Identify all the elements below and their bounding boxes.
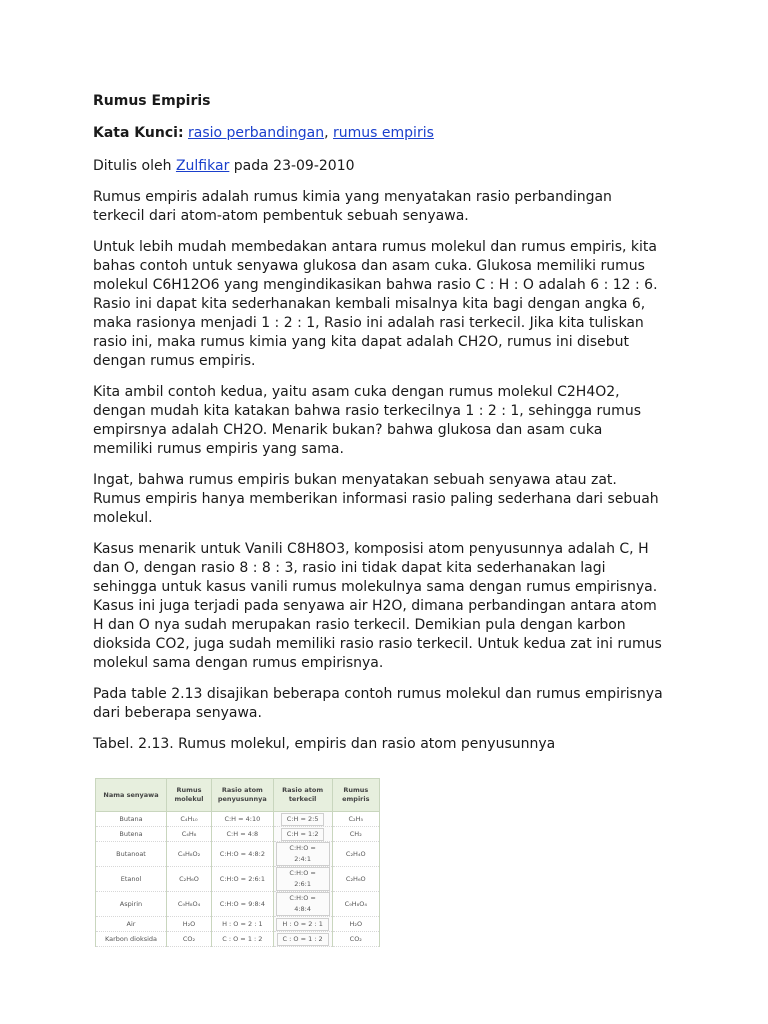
text-line: dioksida CO2, juga sudah memiliki rasio rasio terkecil. Untuk kedua zat ini rumus [93, 636, 662, 652]
column-header: Rumus empiris [332, 779, 379, 812]
text-line: sehingga untuk kasus vanili rumus molekulnya sama dengan rumus empirisnya. [93, 579, 658, 595]
text-line: bahas contoh untuk senyawa glukosa dan asam cuka. Glukosa memiliki rumus [93, 258, 645, 274]
text-line: dengan rumus empiris. [93, 353, 256, 369]
table-cell [273, 932, 332, 947]
table-cell [273, 812, 332, 827]
text-line: Kita ambil contoh kedua, yaitu asam cuka dengan rumus molekul C2H4O2, [93, 384, 620, 400]
table-row [96, 917, 380, 932]
text-line: dan O, dengan rasio 8 : 8 : 3, rasio ini tidak dapat kita sederhanakan lagi [93, 560, 606, 576]
table-cell: H : O = 2 : 1 [212, 917, 274, 932]
text-line: rasio ini, maka rumus kimia yang kita dapat adalah CH2O, rumus ini disebut [93, 334, 629, 350]
table-cell: H₂O [332, 917, 379, 932]
page-title: Rumus Empiris [93, 93, 211, 109]
table-row [96, 892, 380, 917]
text-line: molekul C6H12O6 yang mengindikasikan bahwa rasio C : H : O adalah 6 : 12 : 6. [93, 277, 658, 293]
text-line: terkecil dari atom-atom pembentuk sebuah senyawa. [93, 208, 469, 224]
table-cell: Butanoat [96, 842, 167, 867]
column-header: Nama senyawa [96, 779, 167, 812]
table-cell-value: C:H = 2:5 [281, 813, 325, 826]
text-line: Pada table 2.13 disajikan beberapa contoh rumus molekul dan rumus empirisnya [93, 686, 663, 702]
text-line: Untuk lebih mudah membedakan antara rumus molekul dan rumus empiris, kita [93, 239, 657, 255]
table-cell-value: H : O = 2 : 1 [276, 918, 329, 931]
table-cell: C:H:O = 9:8:4 [212, 892, 274, 917]
keyword-separator: , [324, 125, 329, 141]
paragraph-glukosa [93, 238, 683, 371]
table-cell [273, 827, 332, 842]
table-cell: H₂O [166, 917, 211, 932]
table-cell: C₂H₆O [332, 867, 379, 892]
column-header: Rumus molekul [166, 779, 211, 812]
table-cell: C₄H₁₀ [166, 812, 211, 827]
table-row [96, 867, 380, 892]
table-cell [273, 842, 332, 867]
text-line: dari beberapa senyawa. [93, 705, 262, 721]
formula-table-image [95, 778, 380, 943]
table-cell: C₂H₆O [166, 867, 211, 892]
table-cell [273, 867, 332, 892]
keywords-label: Kata Kunci: [93, 125, 184, 141]
text-line: molekul. [93, 510, 153, 526]
keyword-link-rumus-empiris[interactable]: rumus empiris [333, 125, 434, 141]
table-cell: Etanol [96, 867, 167, 892]
table-cell: C : O = 1 : 2 [212, 932, 274, 947]
text-line: empirsnya adalah CH2O. Menarik bukan? bahwa glukosa dan asam cuka [93, 422, 603, 438]
table-cell-value: C:H:O = 2:6:1 [276, 867, 330, 891]
column-header: Rasio atom penyusunnya [212, 779, 274, 812]
table-cell [273, 917, 332, 932]
table-cell: C:H = 4:10 [212, 812, 274, 827]
written-prefix: Ditulis oleh [93, 158, 172, 174]
table-cell-value: C:H:O = 4:8:4 [276, 892, 330, 916]
table-cell: Butana [96, 812, 167, 827]
table-cell: C:H:O = 4:8:2 [212, 842, 274, 867]
table-cell [273, 892, 332, 917]
table-cell: C₉H₈O₄ [332, 892, 379, 917]
paragraph-ingat [93, 471, 683, 528]
table-cell: C₄H₈ [166, 827, 211, 842]
table-cell: CO₂ [166, 932, 211, 947]
table-row [96, 827, 380, 842]
table-cell-value: C:H = 1:2 [281, 828, 325, 841]
table-cell-value: C:H:O = 2:4:1 [276, 842, 330, 866]
keywords-line [93, 124, 683, 143]
paragraph-definition [93, 188, 683, 226]
text-line: maka rasionya menjadi 1 : 2 : 1, Rasio ini adalah rasi terkecil. Jika kita tuliskan [93, 315, 644, 331]
paragraph-asam-cuka [93, 383, 683, 459]
text-line: Kasus menarik untuk Vanili C8H8O3, komposisi atom penyusunnya adalah C, H [93, 541, 649, 557]
author-link[interactable]: Zulfikar [175, 158, 230, 174]
table-cell: Karbon dioksida [96, 932, 167, 947]
text-line: Rumus empiris hanya memberikan informasi rasio paling sederhana dari sebuah [93, 491, 659, 507]
table-cell: C₂H₅ [332, 812, 379, 827]
table-cell: Aspirin [96, 892, 167, 917]
text-line: Rumus empiris adalah rumus kimia yang menyatakan rasio perbandingan [93, 189, 612, 205]
text-line: H dan O nya sudah merupakan rasio terkecil. Demikian pula dengan karbon [93, 617, 626, 633]
table-cell: C:H = 4:8 [212, 827, 274, 842]
table-cell: CH₂ [332, 827, 379, 842]
table-cell-value: C : O = 1 : 2 [277, 933, 329, 946]
table-cell: C₄H₈O₂ [166, 842, 211, 867]
table-header-row [96, 779, 380, 812]
table-cell: C₂H₄O [332, 842, 379, 867]
table-cell: CO₂ [332, 932, 379, 947]
author-line [93, 157, 683, 176]
post-date: pada 23-09-2010 [233, 158, 355, 174]
document-body [93, 92, 683, 766]
text-line: Rasio ini dapat kita sederhanakan kembali misalnya kita bagi dengan angka 6, [93, 296, 646, 312]
text-line: molekul sama dengan rumus empirisnya. [93, 655, 384, 671]
table-row [96, 812, 380, 827]
table-row [96, 932, 380, 947]
keyword-link-rasio-perbandingan[interactable]: rasio perbandingan [188, 125, 325, 141]
paragraph-table-intro [93, 685, 683, 723]
table-cell: Air [96, 917, 167, 932]
text-line: dengan mudah kita katakan bahwa rasio terkecilnya 1 : 2 : 1, sehingga rumus [93, 403, 641, 419]
formula-table [95, 778, 380, 947]
table-cell: C₉H₈O₄ [166, 892, 211, 917]
table-cell: Butena [96, 827, 167, 842]
table-cell: C:H:O = 2:6:1 [212, 867, 274, 892]
table-caption [93, 735, 683, 754]
text-line: Tabel. 2.13. Rumus molekul, empiris dan rasio atom penyusunnya [93, 736, 556, 752]
column-header: Rasio atom terkecil [273, 779, 332, 812]
text-line: Ingat, bahwa rumus empiris bukan menyatakan sebuah senyawa atau zat. [93, 472, 617, 488]
paragraph-vanili [93, 540, 683, 673]
table-row [96, 842, 380, 867]
text-line: Kasus ini juga terjadi pada senyawa air H2O, dimana perbandingan antara atom [93, 598, 657, 614]
text-line: memiliki rumus empiris yang sama. [93, 441, 344, 457]
